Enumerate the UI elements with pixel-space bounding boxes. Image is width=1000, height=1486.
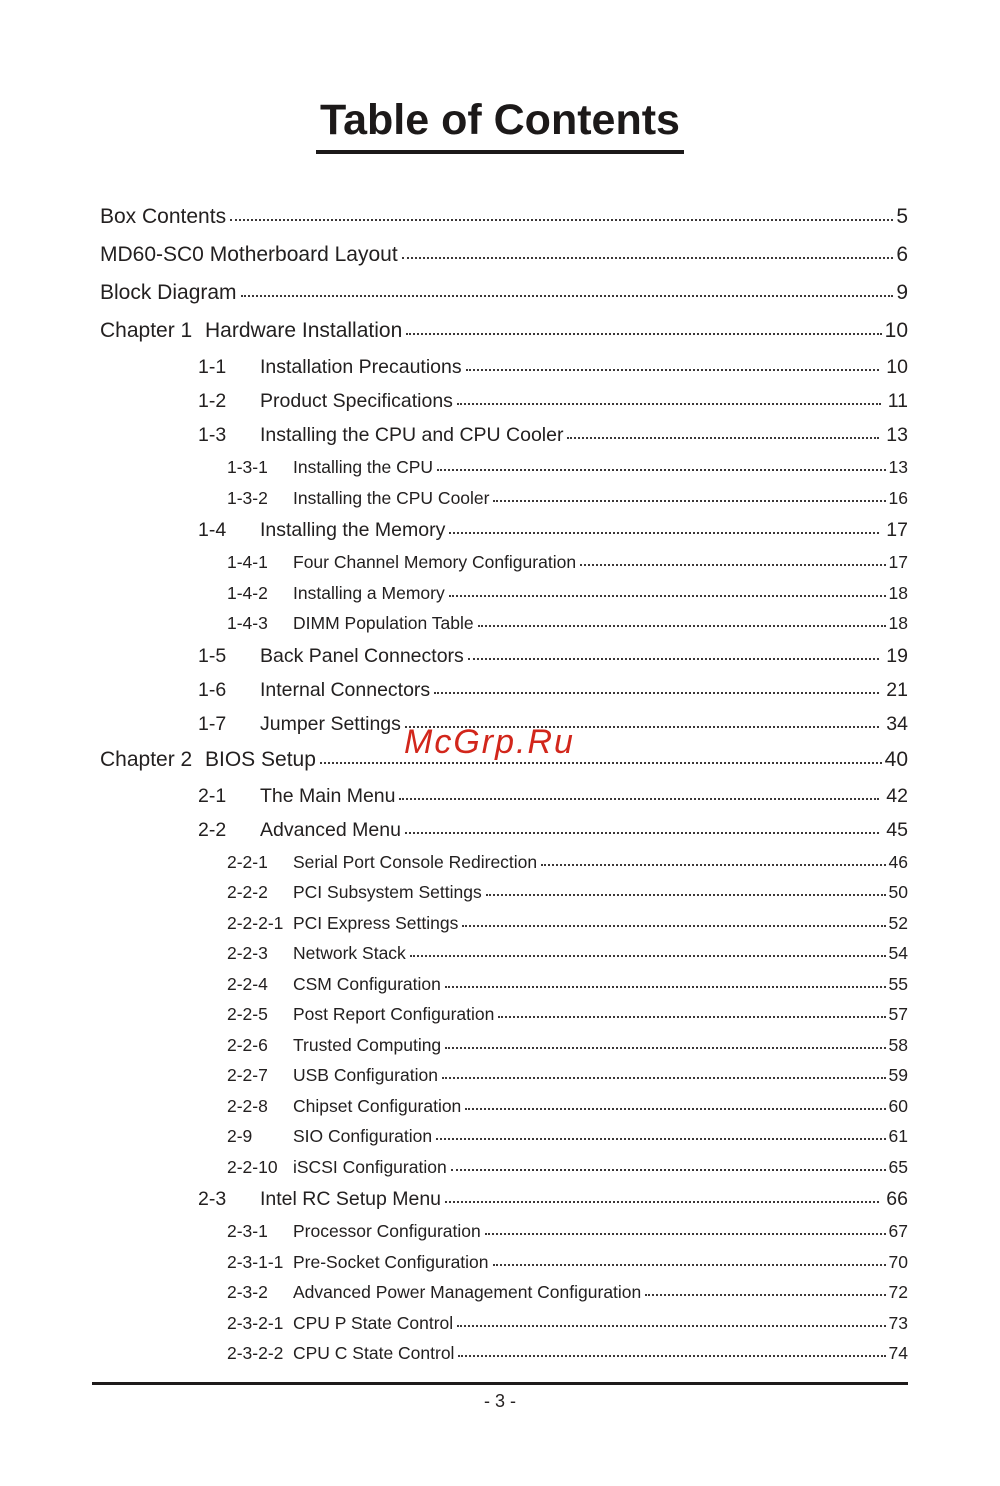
- toc-entry-number: 1-2: [198, 390, 227, 412]
- toc-entry-number: 2-2-8: [227, 1095, 268, 1116]
- dot-leader: [478, 624, 886, 627]
- toc-entry: [100, 547, 908, 578]
- toc-entry: [100, 813, 908, 847]
- toc-entry-number: 2-3-1: [227, 1221, 268, 1241]
- toc-entry: [100, 1216, 908, 1247]
- toc-entry-title: Installing the Memory: [260, 519, 446, 541]
- toc-entry: [100, 999, 908, 1030]
- toc-entry-page: 50: [888, 882, 908, 902]
- dot-leader: [645, 1293, 885, 1296]
- toc-entry: [100, 608, 908, 639]
- toc-entry-title: CSM Configuration: [293, 973, 441, 994]
- toc-entry-title: Advanced Menu: [260, 818, 401, 841]
- toc-entry-number: 1-6: [198, 678, 227, 701]
- dot-leader: [493, 1263, 886, 1266]
- toc-entry-number: 1-5: [198, 644, 227, 667]
- toc-entry: [100, 877, 908, 908]
- toc-entry: [100, 639, 908, 673]
- toc-entry: [100, 483, 908, 514]
- page-number: - 3 -: [483, 1391, 516, 1411]
- toc-entry-number: 2-3-2-1: [227, 1312, 284, 1333]
- toc-entry: [100, 938, 908, 969]
- dot-leader: [437, 468, 885, 471]
- toc-entry-title: Back Panel Connectors: [260, 644, 464, 667]
- toc-entry-page: 73: [888, 1312, 908, 1333]
- dot-leader: [442, 1076, 886, 1079]
- dot-leader: [405, 831, 879, 834]
- toc-entry-number: 1-7: [198, 712, 227, 735]
- toc-entry-title: PCI Subsystem Settings: [293, 882, 482, 902]
- toc-entry: [100, 384, 908, 418]
- toc-entry-page: 59: [888, 1065, 908, 1085]
- toc-entry: [100, 847, 908, 878]
- toc-entry-number: 2-2-7: [227, 1065, 268, 1085]
- toc-entry: [100, 779, 908, 813]
- toc-entry-title: Post Report Configuration: [293, 1004, 495, 1024]
- toc-entry-number: 2-1: [198, 784, 227, 807]
- dot-leader: [465, 1107, 885, 1110]
- toc-entry-page: 54: [888, 943, 908, 963]
- toc-entry-title: CPU C State Control: [293, 1343, 455, 1363]
- toc-entry-title: SIO Configuration: [293, 1126, 433, 1146]
- toc-entry-page: 61: [888, 1126, 908, 1146]
- toc-entry-number: 2-2-2-1: [227, 912, 284, 933]
- toc-entry-title: Installing the CPU Cooler: [293, 487, 490, 508]
- toc-entry-page: 13: [886, 424, 908, 446]
- toc-entry-title: Pre-Socket Configuration: [293, 1251, 489, 1272]
- toc-entry-title: iSCSI Configuration: [293, 1156, 447, 1177]
- toc-entry-page: 9: [896, 281, 908, 304]
- toc-entry: [100, 1030, 908, 1061]
- toc-entry-page: 46: [888, 851, 908, 872]
- dot-leader: [458, 1354, 885, 1357]
- toc-entry-number: 1-3-2: [227, 487, 268, 508]
- toc-entry-number: 2-2-6: [227, 1034, 268, 1055]
- toc-entry-page: 18: [888, 613, 908, 633]
- toc-entry-number: 2-2-3: [227, 943, 268, 963]
- dot-leader: [466, 368, 880, 371]
- toc-entry-page: 72: [888, 1282, 908, 1302]
- toc-entry-number: 2-3-2: [227, 1282, 268, 1302]
- toc-entry-number: 2-2-10: [227, 1156, 278, 1177]
- toc-entry: [100, 578, 908, 609]
- dot-leader: [580, 563, 885, 566]
- toc-entry-number: 2-3: [198, 1188, 227, 1210]
- dot-leader: [449, 531, 879, 534]
- toc-entry-title: Network Stack: [293, 943, 406, 963]
- toc-entry: [100, 312, 908, 350]
- toc-entry-title: Four Channel Memory Configuration: [293, 552, 577, 572]
- dot-leader: [457, 402, 881, 405]
- toc-entry-number: 2-9: [227, 1126, 253, 1146]
- toc-entry-page: 21: [886, 678, 908, 701]
- toc-entry-page: 55: [888, 973, 908, 994]
- toc-entry-title: Trusted Computing: [293, 1034, 442, 1055]
- toc-entry-title: Serial Port Console Redirection: [293, 851, 538, 872]
- dot-leader: [498, 1015, 885, 1018]
- toc-entry-title: Hardware Installation: [205, 319, 403, 342]
- toc-list: [100, 198, 908, 1369]
- toc-entry-number: 2-3-2-2: [227, 1343, 284, 1363]
- toc-entry: [100, 1152, 908, 1183]
- toc-entry-number: 1-3: [198, 424, 227, 446]
- toc-entry: [100, 1182, 908, 1216]
- toc-entry-number: 2-2-1: [227, 851, 268, 872]
- toc-entry-number: 1-4: [198, 519, 227, 541]
- toc-entry-number: 1-1: [198, 356, 227, 378]
- toc-entry-title: Box Contents: [100, 205, 227, 228]
- toc-entry-page: 52: [888, 912, 908, 933]
- dot-leader: [485, 1232, 886, 1235]
- toc-entry-title: Processor Configuration: [293, 1221, 481, 1241]
- toc-entry-page: 17: [886, 519, 908, 541]
- toc-entry-number: Chapter 1: [100, 319, 193, 342]
- toc-entry-title: The Main Menu: [260, 784, 396, 807]
- toc-entry-number: 1-4-1: [227, 552, 268, 572]
- toc-entry: [100, 969, 908, 1000]
- dot-leader: [468, 657, 880, 660]
- dot-leader: [486, 893, 886, 896]
- toc-entry: [100, 1308, 908, 1339]
- dot-leader: [493, 499, 885, 502]
- toc-entry: [100, 418, 908, 452]
- toc-entry-page: 45: [886, 818, 908, 841]
- toc-entry-page: 34: [886, 712, 908, 735]
- title-area: [0, 0, 1000, 183]
- toc-entry-page: 6: [896, 243, 908, 266]
- toc-entry-page: 65: [888, 1156, 908, 1177]
- toc-entry-page: 40: [884, 747, 908, 771]
- toc-entry-page: 11: [887, 390, 908, 412]
- toc-entry-page: 19: [886, 644, 908, 667]
- toc-entry-title: Block Diagram: [100, 281, 237, 304]
- dot-leader: [406, 332, 881, 335]
- dot-leader: [445, 985, 886, 988]
- toc-entry-title: Chipset Configuration: [293, 1095, 462, 1116]
- toc-entry-title: BIOS Setup: [205, 747, 316, 771]
- dot-leader: [449, 594, 886, 597]
- toc-entry-number: 1-3-1: [227, 457, 268, 477]
- toc-entry: [100, 1338, 908, 1369]
- page-title: Table of Contents: [316, 99, 684, 154]
- toc-entry-title: Installing a Memory: [293, 582, 445, 603]
- toc-entry: [100, 513, 908, 547]
- toc-entry-number: 2-2-2: [227, 882, 268, 902]
- toc-entry-number: 1-4-3: [227, 613, 268, 633]
- dot-leader: [402, 256, 894, 259]
- dot-leader: [230, 218, 893, 221]
- toc-entry-page: 74: [888, 1343, 908, 1363]
- toc-entry-number: 2-2-4: [227, 973, 268, 994]
- toc-entry-title: Internal Connectors: [260, 678, 431, 701]
- dot-leader: [567, 436, 879, 439]
- toc-entry-title: USB Configuration: [293, 1065, 438, 1085]
- toc-entry-title: Installing the CPU: [293, 457, 434, 477]
- watermark-text: McGrp.Ru: [404, 723, 575, 761]
- dot-leader: [436, 1137, 885, 1140]
- toc-entry-page: 18: [888, 582, 908, 603]
- toc-entry-title: PCI Express Settings: [293, 912, 459, 933]
- toc-entry: [100, 1060, 908, 1091]
- footer-divider: [92, 1382, 908, 1385]
- toc-entry: [100, 350, 908, 384]
- dot-leader: [457, 1324, 885, 1327]
- toc-entry-title: Intel RC Setup Menu: [260, 1188, 442, 1210]
- toc-entry-title: MD60-SC0 Motherboard Layout: [100, 243, 398, 266]
- toc-entry-number: 1-4-2: [227, 582, 268, 603]
- dot-leader: [462, 924, 885, 927]
- toc-entry-number: 2-2: [198, 818, 227, 841]
- toc-entry-title: Installation Precautions: [260, 356, 462, 378]
- toc-entry: [100, 908, 908, 939]
- toc-entry-title: DIMM Population Table: [293, 613, 474, 633]
- dot-leader: [410, 954, 886, 957]
- toc-entry-number: 2-3-1-1: [227, 1251, 284, 1272]
- toc-entry: [100, 236, 908, 274]
- toc-entry-page: 10: [884, 319, 908, 342]
- toc-entry-page: 5: [896, 205, 908, 228]
- dot-leader: [434, 691, 879, 694]
- toc-entry-title: Advanced Power Management Configuration: [293, 1282, 642, 1302]
- toc-entry-page: 57: [888, 1004, 908, 1024]
- toc-entry-page: 66: [886, 1188, 908, 1210]
- toc-entry-page: 60: [888, 1095, 908, 1116]
- toc-entry-title: CPU P State Control: [293, 1312, 454, 1333]
- toc-entry-page: 10: [886, 356, 908, 378]
- toc-entry-title: Jumper Settings: [260, 712, 401, 735]
- dot-leader: [445, 1046, 885, 1049]
- toc-entry: [100, 1277, 908, 1308]
- toc-entry: [100, 1121, 908, 1152]
- toc-entry: [100, 1247, 908, 1278]
- dot-leader: [445, 1200, 879, 1203]
- toc-entry-number: 2-2-5: [227, 1004, 268, 1024]
- toc-entry-page: 42: [886, 784, 908, 807]
- toc-entry: [100, 274, 908, 312]
- toc-entry: [100, 452, 908, 483]
- toc-entry-title: Product Specifications: [260, 390, 453, 412]
- toc-entry-number: Chapter 2: [100, 747, 193, 771]
- toc-entry: [100, 198, 908, 236]
- toc-entry-page: 17: [888, 552, 908, 572]
- toc-entry-page: 70: [888, 1251, 908, 1272]
- toc-entry-page: 16: [888, 487, 908, 508]
- toc-entry-page: 67: [888, 1221, 908, 1241]
- toc-entry-page: 13: [888, 457, 908, 477]
- dot-leader: [541, 863, 885, 866]
- dot-leader: [399, 797, 879, 800]
- toc-entry: [100, 673, 908, 707]
- dot-leader: [451, 1168, 886, 1171]
- toc-entry-title: Installing the CPU and CPU Cooler: [260, 424, 564, 446]
- dot-leader: [241, 294, 894, 297]
- toc-entry-page: 58: [888, 1034, 908, 1055]
- toc-entry: [100, 1091, 908, 1122]
